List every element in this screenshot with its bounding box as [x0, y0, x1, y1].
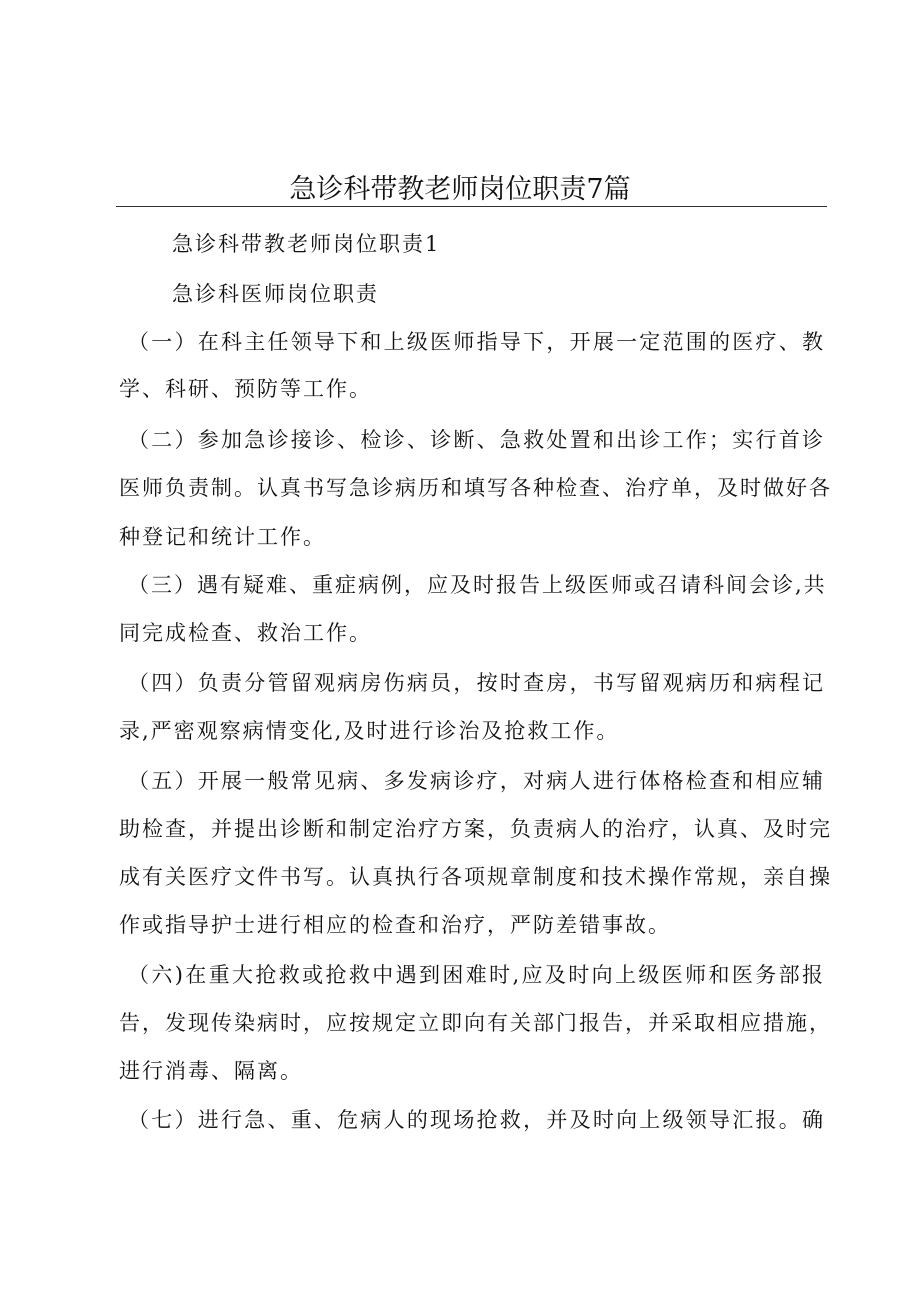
section-heading: 急诊科带教老师岗位职责1 — [172, 232, 441, 256]
paragraph-line: 同完成检查、救治工作。 — [119, 621, 372, 645]
paragraph-line: 学、科研、预防等工作。 — [119, 377, 372, 401]
paragraph-line: 作或指导护士进行相应的检查和治疗，严防差错事故。 — [119, 913, 671, 937]
paragraph-line: 种登记和统计工作。 — [119, 525, 326, 549]
paragraph-line: （七）进行急、重、危病人的现场抢救，并及时向上级领导汇报。确 — [128, 1108, 825, 1132]
paragraph-line: （一）在科主任领导下和上级医师指导下，开展一定范围的医疗、教 — [128, 330, 825, 354]
paragraph-line: 医师负责制。认真书写急诊病历和填写各种检查、治疗单，及时做好各 — [119, 476, 832, 500]
paragraph-line: 进行消毒、隔离。 — [119, 1059, 303, 1083]
paragraph-line: （四）负责分管留观病房伤病员，按时查房，书写留观病历和病程记 — [128, 671, 825, 695]
paragraph-line: 录,严密观察病情变化,及时进行诊治及抢救工作。 — [119, 719, 620, 743]
paragraph-line: （六)在重大抢救或抢救中遇到困难时,应及时向上级医师和医务部报 — [128, 963, 825, 987]
title-underline — [116, 206, 827, 207]
sub-heading: 急诊科医师岗位职责 — [172, 282, 379, 306]
paragraph-line: （五）开展一般常见病、多发病诊疗，对病人进行体格检查和相应辅 — [128, 769, 825, 793]
paragraph-line: 告，发现传染病时，应按规定立即向有关部门报告，并采取相应措施， — [119, 1011, 832, 1035]
paragraph-line: 助检查，并提出诊断和制定治疗方案，负责病人的治疗，认真、及时完 — [119, 817, 832, 841]
paragraph-line: （二）参加急诊接诊、检诊、诊断、急救处置和出诊工作；实行首诊 — [128, 428, 825, 452]
document-title: 急诊科带教老师岗位职责7篇 — [289, 174, 631, 205]
paragraph-line: 成有关医疗文件书写。认真执行各项规章制度和技术操作常规，亲自操 — [119, 865, 832, 889]
paragraph-line: （三）遇有疑难、重症病例，应及时报告上级医师或召请科间会诊,共 — [128, 573, 827, 597]
